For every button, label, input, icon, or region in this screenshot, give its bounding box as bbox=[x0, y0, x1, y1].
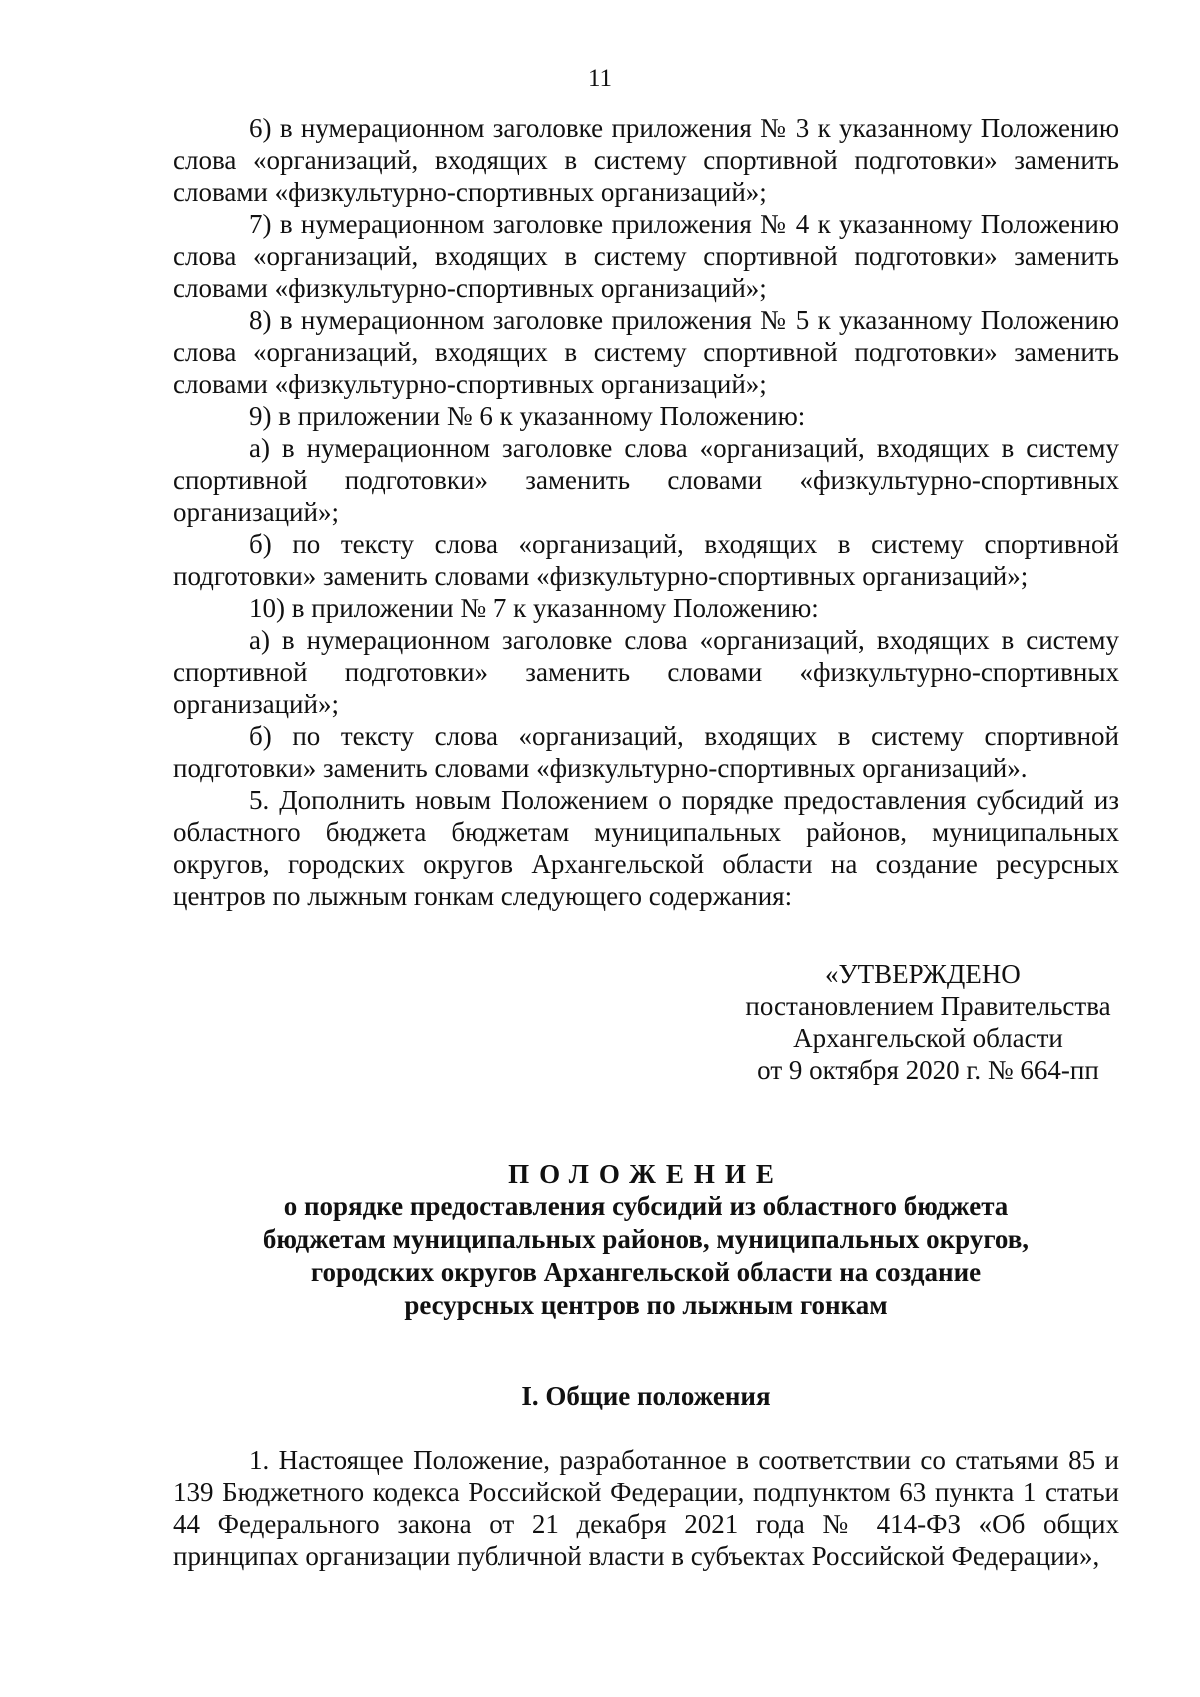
approval-region: Архангельской области bbox=[793, 1023, 1063, 1053]
paragraph-item-6: 6) в нумерационном заголовке приложения № 3 к указанному Положению слова «организаций, входящих в систему спортивной подготовки» заменить словами «физкультурно-спортивных организаций»; bbox=[173, 113, 1119, 207]
approval-stamp-block bbox=[733, 958, 1123, 1086]
paragraph-item-9: 9) в приложении № 6 к указанному Положению: bbox=[249, 401, 806, 431]
document-subtitle-line-1: о порядке предоставления субсидий из областного бюджета bbox=[283, 1191, 1009, 1221]
document-title: ПОЛОЖЕНИЕ bbox=[508, 1159, 784, 1189]
paragraph-item-7: 7) в нумерационном заголовке приложения № 4 к указанному Положению слова «организаций, входящих в систему спортивной подготовки» заменить словами «физкультурно-спортивных организаций»; bbox=[173, 209, 1119, 303]
section-heading: I. Общие положения bbox=[521, 1381, 771, 1411]
document-subtitle-line-4: ресурсных центров по лыжным гонкам bbox=[404, 1290, 888, 1320]
approval-heading: «УТВЕРЖДЕНО bbox=[825, 959, 1021, 989]
paragraph-item-10a: а) в нумерационном заголовке слова «организаций, входящих в систему спортивной подготовки» заменить словами «физкультурно-спортивных организаций»; bbox=[173, 625, 1119, 719]
section-paragraph-1: 1. Настоящее Положение, разработанное в соответствии со статьями 85 и 139 Бюджетного кодекса Российской Федерации, подпунктом 63 пункта 1 статьи 44 Федерального закона от 21 декабря 2021 года № 414-ФЗ «Об общих принципах организации публичной власти в субъектах Российской Федерации», bbox=[173, 1445, 1119, 1571]
paragraph-item-10: 10) в приложении № 7 к указанному Положению: bbox=[249, 593, 819, 623]
page-number: 11 bbox=[587, 65, 613, 92]
approval-issuer: постановлением Правительства bbox=[745, 991, 1111, 1021]
paragraph-item-9a: а) в нумерационном заголовке слова «организаций, входящих в систему спортивной подготовки» заменить словами «физкультурно-спортивных организаций»; bbox=[173, 433, 1119, 527]
paragraph-item-9b: б) по тексту слова «организаций, входящих в систему спортивной подготовки» заменить словами «физкультурно-спортивных организаций»; bbox=[173, 529, 1119, 591]
approval-date: от 9 октября 2020 г. № 664-пп bbox=[757, 1055, 1099, 1085]
amendments-text bbox=[173, 112, 1119, 912]
paragraph-item-10b: б) по тексту слова «организаций, входящих в систему спортивной подготовки» заменить словами «физкультурно-спортивных организаций». bbox=[173, 721, 1119, 783]
paragraph-item-8: 8) в нумерационном заголовке приложения № 5 к указанному Положению слова «организаций, входящих в систему спортивной подготовки» заменить словами «физкультурно-спортивных организаций»; bbox=[173, 305, 1119, 399]
regulation-title-block bbox=[173, 1158, 1119, 1322]
document-subtitle-line-3: городских округов Архангельской области на создание bbox=[310, 1257, 982, 1287]
document-subtitle-line-2: бюджетам муниципальных районов, муниципальных округов, bbox=[262, 1224, 1030, 1254]
section-text bbox=[173, 1444, 1119, 1572]
paragraph-item-5: 5. Дополнить новым Положением о порядке предоставления субсидий из областного бюджета бюджетам муниципальных районов, муниципальных округов, городских округов Архангельской области на создание ресурсных центров по лыжным гонкам следующего содержания: bbox=[173, 785, 1119, 911]
